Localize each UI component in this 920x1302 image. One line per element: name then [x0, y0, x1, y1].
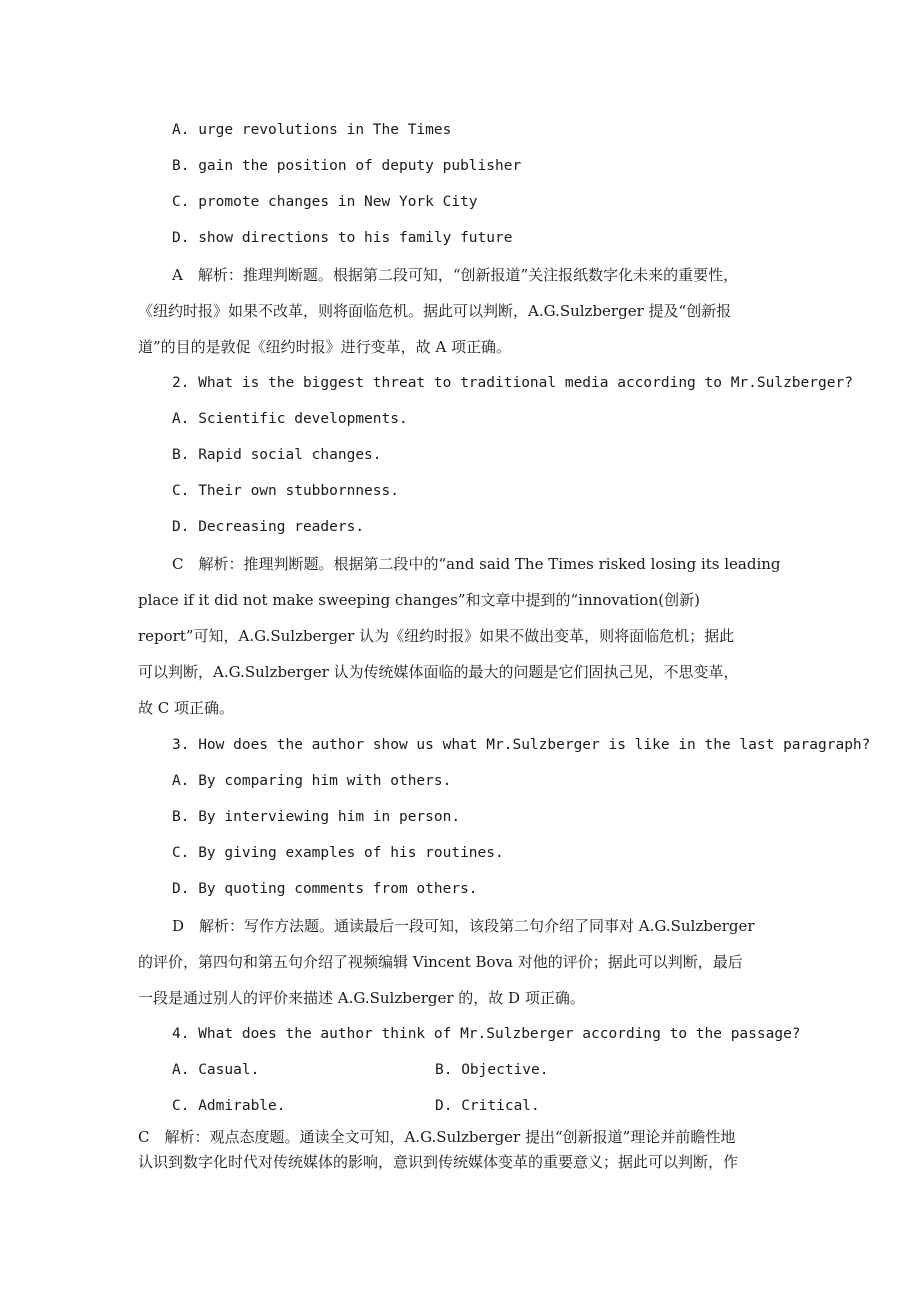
q1-analysis-line: A 解析：推理判断题。根据第二段可知，“创新报道”关注报纸数字化未来的重要性，: [172, 266, 739, 284]
q3-option-a: A. By comparing him with others.: [172, 773, 452, 789]
q1-option-c: C. promote changes in New York City: [172, 194, 478, 210]
q2-analysis-line: report”可知，A.G.Sulzberger 认为《纽约时报》如果不做出变革，则将面临危机；据此: [138, 627, 735, 645]
q1-option-b: B. gain the position of deputy publisher: [172, 158, 522, 174]
q4-option-d: D. Critical.: [435, 1098, 540, 1114]
q1-analysis-line: 《纽约时报》如果不改革，则将面临危机。据此可以判断，A.G.Sulzberger 提及“创新报: [138, 302, 732, 320]
q1-option-d: D. show directions to his family future: [172, 230, 513, 246]
q2-option-a: A. Scientific developments.: [172, 411, 408, 427]
q1-analysis-line: 道”的目的是敦促《纽约时报》进行变革，故 A 项正确。: [138, 338, 512, 356]
q3-option-b: B. By interviewing him in person.: [172, 809, 461, 825]
q4-option-a: A. Casual.: [172, 1062, 260, 1078]
q2-option-d: D. Decreasing readers.: [172, 519, 365, 535]
q2-analysis-line: 故 C 项正确。: [138, 699, 235, 717]
q2-question: 2. What is the biggest threat to traditional media according to Mr.Sulzberger?: [172, 375, 853, 391]
q3-option-d: D. By quoting comments from others.: [172, 881, 478, 897]
q3-analysis-line: 一段是通过别人的评价来描述 A.G.Sulzberger 的，故 D 项正确。: [138, 989, 585, 1007]
q2-option-c: C. Their own stubbornness.: [172, 483, 399, 499]
q4-option-c: C. Admirable.: [172, 1098, 286, 1114]
q4-analysis-line: C 解析：观点态度题。通读全文可知，A.G.Sulzberger 提出“创新报道”理论并前瞻性地: [138, 1128, 736, 1146]
q4-question: 4. What does the author think of Mr.Sulzberger according to the passage?: [172, 1026, 801, 1042]
q3-option-c: C. By giving examples of his routines.: [172, 845, 504, 861]
q2-analysis-line: 可以判断，A.G.Sulzberger 认为传统媒体面临的最大的问题是它们固执己见，不思变革，: [138, 663, 739, 681]
q2-analysis-line: place if it did not make sweeping changes”和文章中提到的“innovation(创新): [138, 591, 700, 609]
q3-question: 3. How does the author show us what Mr.Sulzberger is like in the last paragraph?: [172, 737, 871, 753]
q2-option-b: B. Rapid social changes.: [172, 447, 382, 463]
q3-analysis-line: 的评价，第四句和第五句介绍了视频编辑 Vincent Bova 对他的评价；据此可以判断，最后: [138, 953, 743, 971]
q4-analysis-line: 认识到数字化时代对传统媒体的影响，意识到传统媒体变革的重要意义；据此可以判断，作: [138, 1153, 739, 1171]
q1-option-a: A. urge revolutions in The Times: [172, 122, 452, 138]
q3-analysis-line: D 解析：写作方法题。通读最后一段可知，该段第二句介绍了同事对 A.G.Sulzberger: [172, 917, 755, 935]
q2-analysis-line: C 解析：推理判断题。根据第二段中的“and said The Times risked losing its leading: [172, 555, 781, 573]
q4-option-b: B. Objective.: [435, 1062, 549, 1078]
